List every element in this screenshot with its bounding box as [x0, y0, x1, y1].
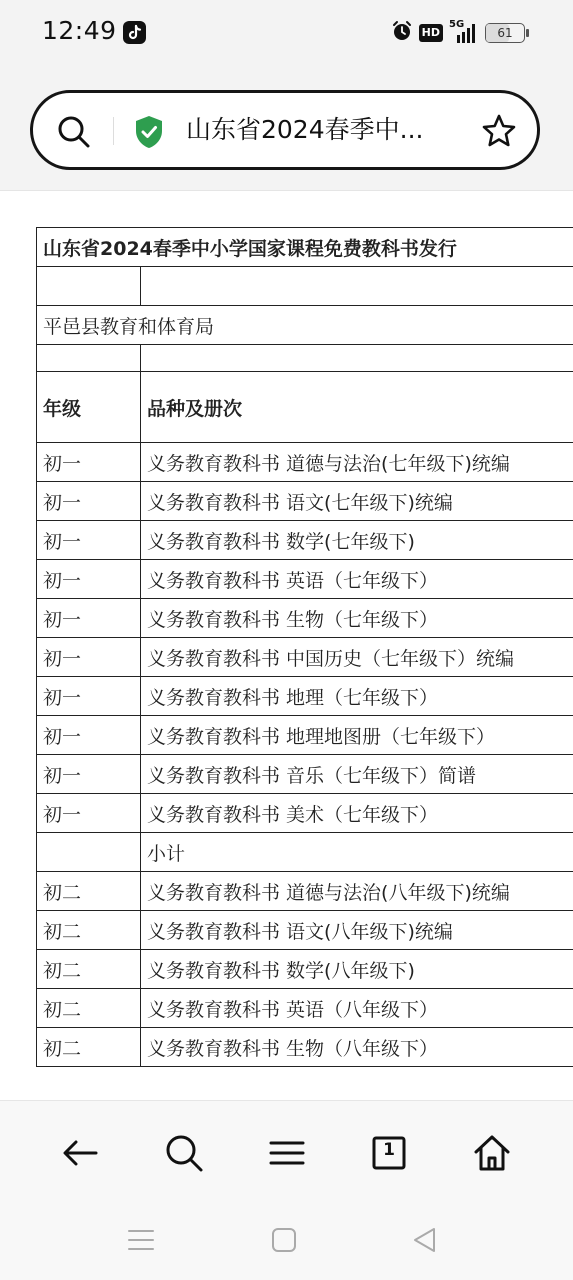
item-cell: 义务教育教科书 美术（七年级下） [141, 794, 573, 833]
table-row [37, 443, 573, 482]
signal-icon [449, 21, 479, 45]
table-row [37, 716, 573, 755]
table-row [37, 755, 573, 794]
table-row [37, 989, 573, 1028]
grade-cell: 初二 [37, 1028, 141, 1067]
table-row [37, 482, 573, 521]
battery-percent: 61 [497, 26, 513, 40]
grade-cell: 初二 [37, 872, 141, 911]
tabs-icon[interactable] [367, 1131, 411, 1175]
tiktok-notification-icon [123, 21, 146, 44]
item-cell: 义务教育教科书 地理地图册（七年级下） [141, 716, 573, 755]
item-cell: 义务教育教科书 音乐（七年级下）简谱 [141, 755, 573, 794]
table-row [37, 560, 573, 599]
grade-cell: 初一 [37, 599, 141, 638]
grade-cell: 初一 [37, 638, 141, 677]
star-icon[interactable] [481, 113, 517, 153]
home-icon[interactable] [470, 1131, 514, 1175]
page-content[interactable] [0, 191, 573, 1100]
table-row [37, 677, 573, 716]
item-cell: 义务教育教科书 道德与法治(七年级下)统编 [141, 443, 573, 482]
hd-icon: HD [419, 24, 443, 42]
table-row [37, 872, 573, 911]
blank-cell [141, 267, 573, 306]
table-row [37, 599, 573, 638]
url-title[interactable]: 山东省2024春季中... [186, 115, 424, 144]
item-cell: 义务教育教科书 语文(七年级下)统编 [141, 482, 573, 521]
grade-cell: 初一 [37, 443, 141, 482]
tab-count: 1 [383, 1140, 395, 1160]
status-bar [0, 0, 573, 66]
item-cell: 义务教育教科书 生物（八年级下） [141, 1028, 573, 1067]
system-navigation [0, 1205, 573, 1280]
status-time: 12:49 [42, 16, 117, 45]
blank-cell [37, 345, 141, 372]
home-button-icon[interactable] [269, 1225, 299, 1255]
item-cell: 义务教育教科书 数学(七年级下) [141, 521, 573, 560]
grade-cell: 初一 [37, 482, 141, 521]
header-grade: 年级 [37, 372, 141, 443]
item-cell: 义务教育教科书 数学(八年级下) [141, 950, 573, 989]
alarm-icon [391, 20, 413, 46]
item-cell: 义务教育教科书 生物（七年级下） [141, 599, 573, 638]
item-cell: 义务教育教科书 英语（七年级下） [141, 560, 573, 599]
table-row [37, 833, 573, 872]
item-cell: 义务教育教科书 语文(八年级下)统编 [141, 911, 573, 950]
item-cell: 小计 [141, 833, 573, 872]
menu-icon[interactable] [265, 1131, 309, 1175]
search-icon[interactable] [162, 1131, 206, 1175]
item-cell: 义务教育教科书 地理（七年级下） [141, 677, 573, 716]
grade-cell: 初一 [37, 716, 141, 755]
shield-icon[interactable] [133, 115, 165, 153]
grade-cell: 初一 [37, 677, 141, 716]
battery-indicator [485, 23, 525, 43]
grade-cell: 初二 [37, 950, 141, 989]
item-cell: 义务教育教科书 道德与法治(八年级下)统编 [141, 872, 573, 911]
blank-cell [37, 267, 141, 306]
network-type: 5G [449, 19, 465, 30]
browser-toolbar [0, 66, 573, 191]
textbook-table [36, 227, 573, 1067]
table-row [37, 950, 573, 989]
header-item: 品种及册次 [141, 372, 573, 443]
organization-cell: 平邑县教育和体育局 [37, 306, 573, 345]
address-divider [113, 117, 114, 145]
table-title: 山东省2024春季中小学国家课程免费教科书发行 [37, 228, 573, 267]
grade-cell: 初一 [37, 521, 141, 560]
status-indicators [391, 20, 525, 46]
grade-cell: 初二 [37, 911, 141, 950]
item-cell: 义务教育教科书 中国历史（七年级下）统编 [141, 638, 573, 677]
search-icon[interactable] [57, 115, 91, 153]
bottom-navigation [0, 1100, 573, 1206]
item-cell: 义务教育教科书 英语（八年级下） [141, 989, 573, 1028]
back-triangle-icon[interactable] [410, 1225, 440, 1255]
address-bar[interactable] [30, 90, 540, 170]
table-row [37, 638, 573, 677]
table-row [37, 1028, 573, 1067]
table-row [37, 521, 573, 560]
table-row [37, 794, 573, 833]
back-arrow-icon[interactable] [58, 1131, 102, 1175]
grade-cell: 初一 [37, 794, 141, 833]
grade-cell [37, 833, 141, 872]
table-row [37, 911, 573, 950]
grade-cell: 初一 [37, 755, 141, 794]
recent-apps-icon[interactable] [126, 1225, 156, 1255]
grade-cell: 初二 [37, 989, 141, 1028]
grade-cell: 初一 [37, 560, 141, 599]
blank-cell [141, 345, 573, 372]
table-header-row [37, 372, 573, 443]
